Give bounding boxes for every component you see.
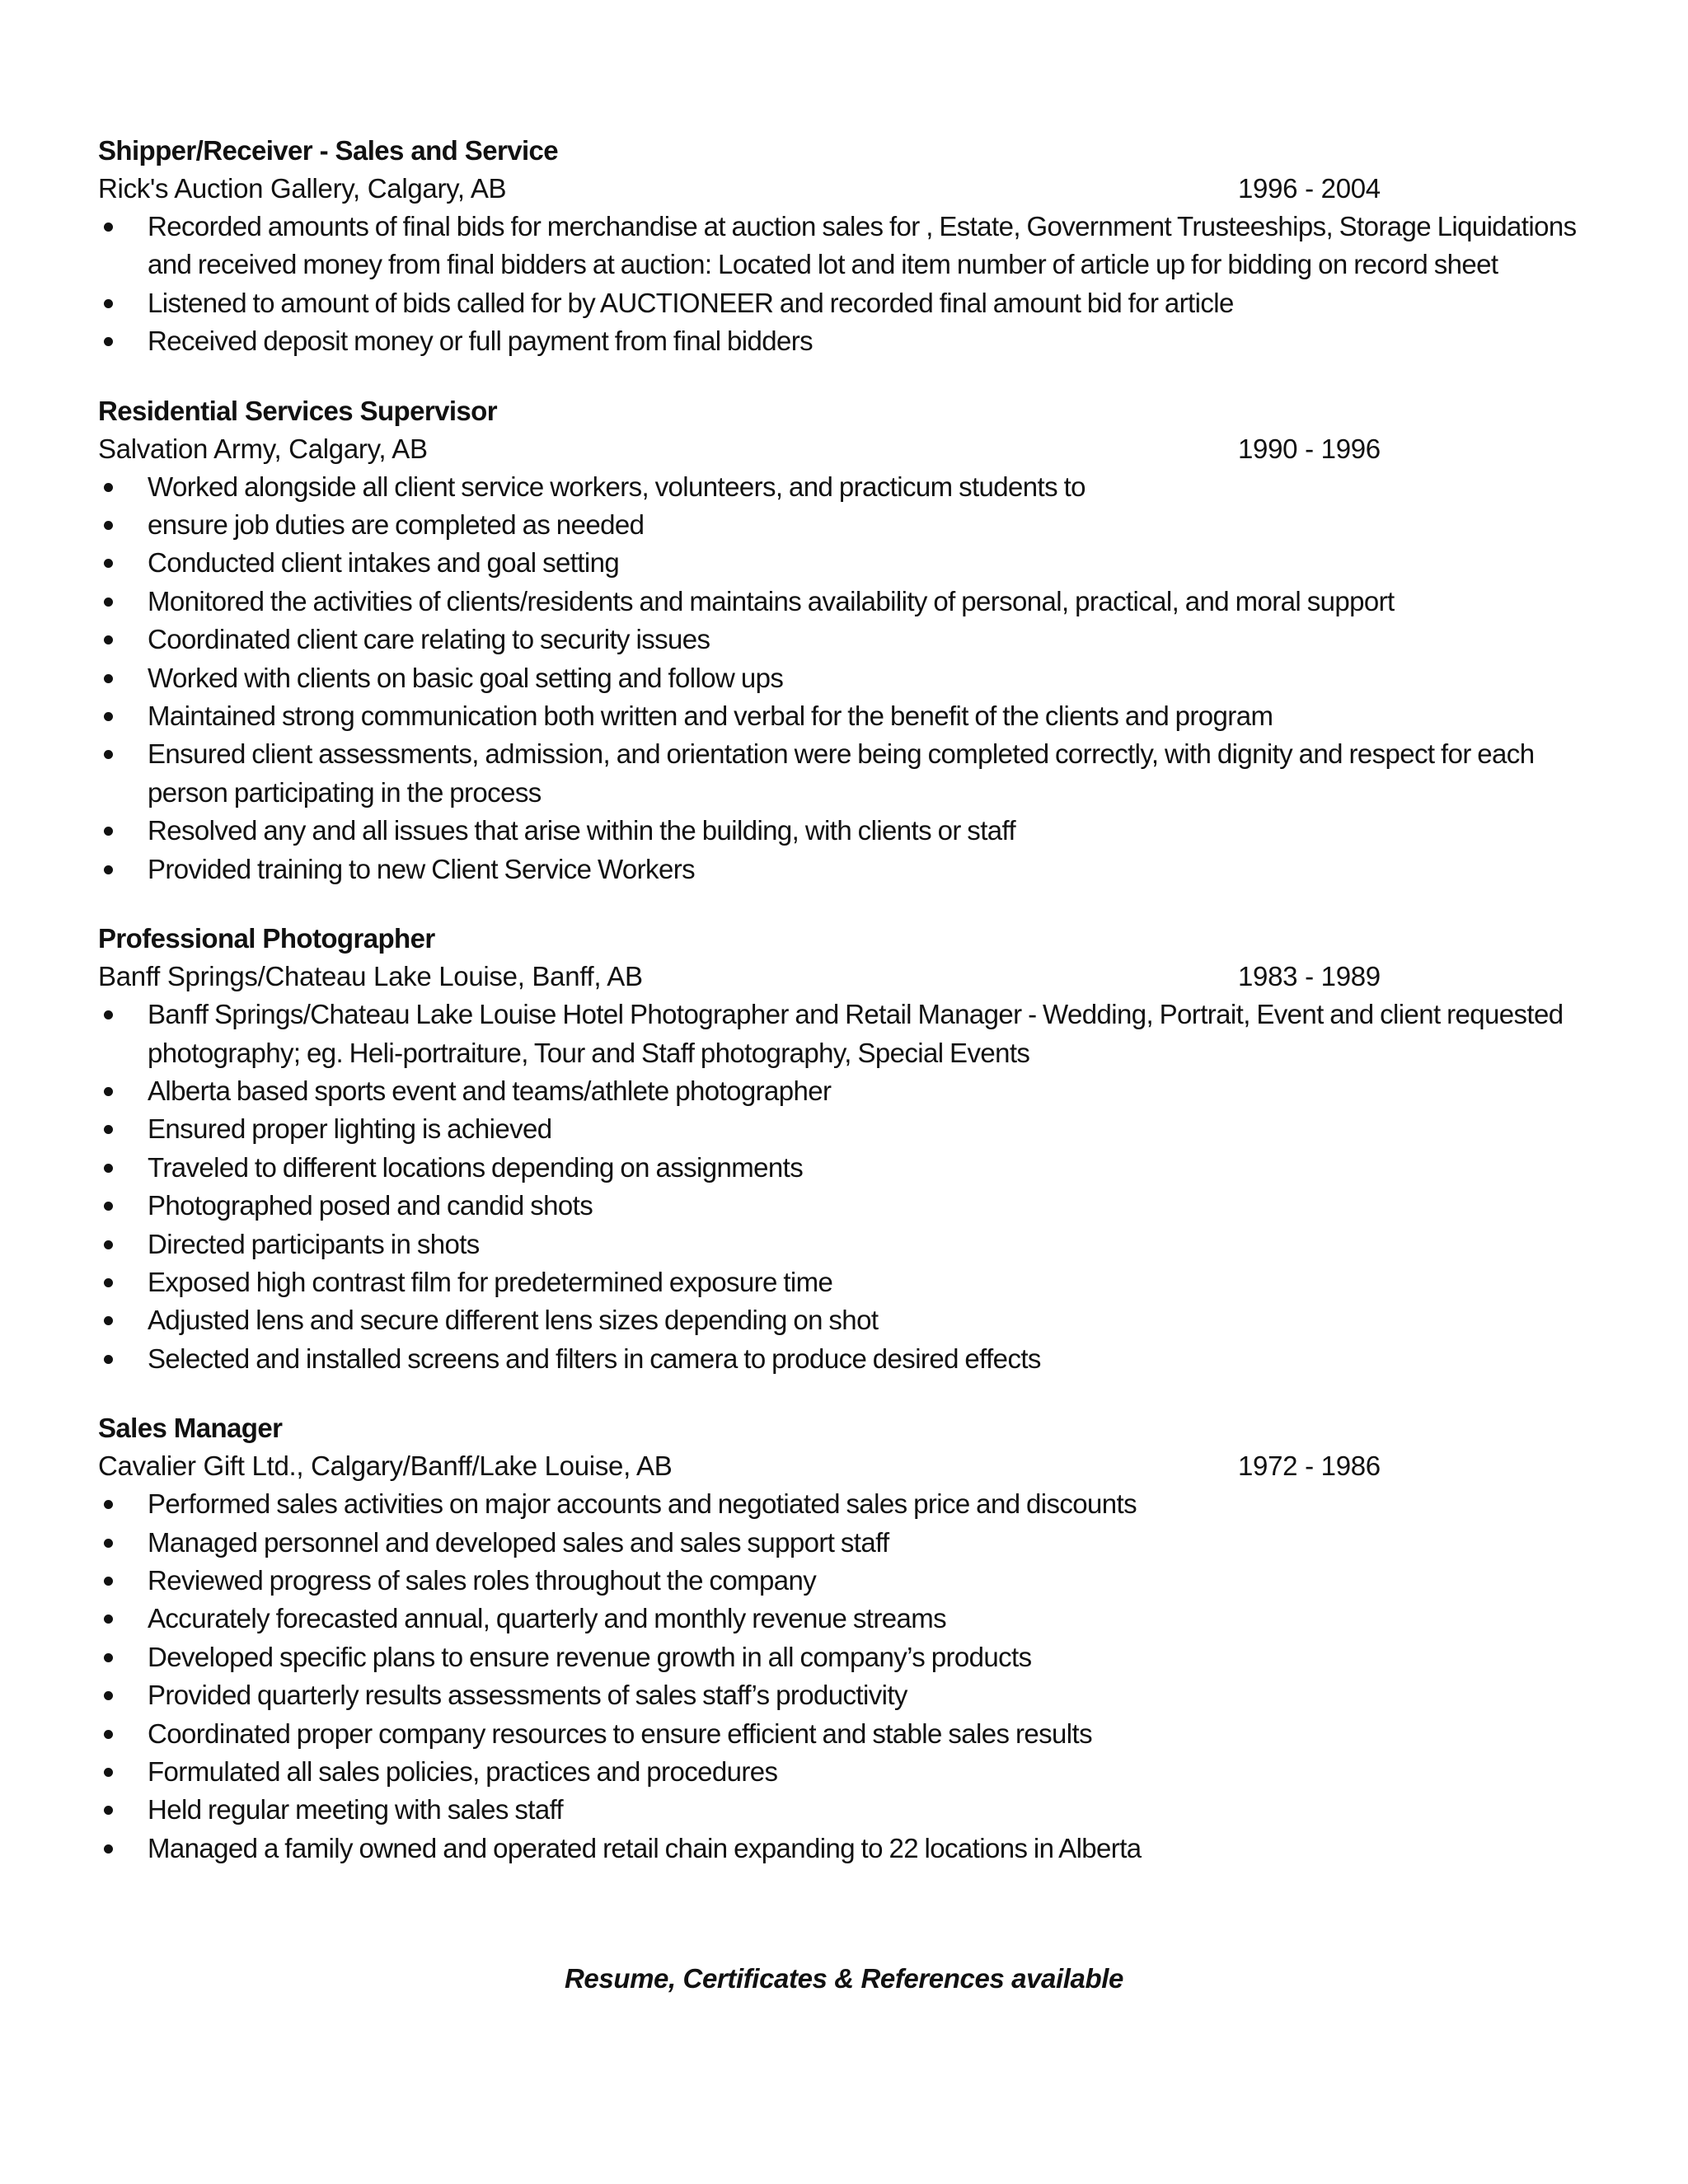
job-bullet-text: Traveled to different locations depending on assignments	[148, 1151, 804, 1183]
job-title: Professional Photographer	[98, 923, 435, 954]
job-bullet	[98, 1263, 1582, 1301]
job-bullet	[98, 544, 1582, 582]
job-bullet	[98, 322, 1582, 360]
job-dates: 1996 - 2004	[1238, 173, 1381, 204]
job-bullet-text: Coordinated proper company resources to ensure efficient and stable sales results	[148, 1718, 1092, 1749]
bullet-icon	[104, 1010, 113, 1019]
job-bullet	[98, 851, 1582, 888]
job-bullet	[98, 621, 1582, 658]
bullet-icon	[104, 1164, 113, 1173]
bullet-icon	[104, 1730, 113, 1739]
bullet-icon	[104, 1202, 113, 1211]
job-company: Banff Springs/Chateau Lake Louise, Banff, AB	[98, 961, 643, 992]
job-bullet	[98, 583, 1582, 621]
job-bullet	[98, 1187, 1582, 1225]
job-bullet	[98, 1110, 1582, 1148]
job-company: Salvation Army, Calgary, AB	[98, 433, 428, 464]
job-bullet-text: Resolved any and all issues that arise within the building, with clients or staff	[148, 815, 1016, 846]
job-bullet	[98, 1600, 1582, 1638]
job-dates: 1983 - 1989	[1238, 961, 1381, 992]
bullet-icon	[104, 337, 113, 346]
bullet-icon	[104, 559, 113, 568]
job-bullet-text: Adjusted lens and secure different lens sizes depending on shot	[148, 1305, 879, 1336]
job-bullet-text: Provided quarterly results assessments of sales staff’s productivity	[148, 1680, 907, 1711]
job-bullet	[98, 1830, 1582, 1868]
job-bullet-list	[98, 996, 1582, 1378]
job-bullet	[98, 1638, 1582, 1676]
job-bullet	[98, 1562, 1582, 1600]
bullet-icon	[104, 1691, 113, 1700]
bullet-icon	[104, 1316, 113, 1325]
job-bullet-text: Formulated all sales policies, practices and procedures	[148, 1756, 778, 1787]
bullet-icon	[104, 750, 113, 759]
bullet-icon	[104, 1087, 113, 1096]
bullet-icon	[104, 827, 113, 836]
job-meta	[98, 170, 1582, 208]
bullet-icon	[104, 1806, 113, 1815]
job-bullet-text: Provided training to new Client Service Workers	[148, 853, 695, 884]
job-bullet-text: Worked with clients on basic goal setting and follow ups	[148, 662, 784, 693]
bullet-icon	[104, 1500, 113, 1509]
job-bullet	[98, 659, 1582, 697]
job-meta	[98, 958, 1582, 996]
job-bullet	[98, 506, 1582, 544]
bullet-icon	[104, 1768, 113, 1777]
bullet-icon	[104, 1577, 113, 1586]
bullet-icon	[104, 1355, 113, 1364]
job-bullet-text: Held regular meeting with sales staff	[148, 1794, 564, 1825]
bullet-icon	[104, 598, 113, 607]
job-bullet	[98, 208, 1582, 284]
job-bullet-text: Listened to amount of bids called for by AUCTIONEER and recorded final amount bid for article	[148, 287, 1234, 318]
job-bullet	[98, 812, 1582, 850]
job-bullet-list	[98, 1485, 1582, 1868]
job-bullet-text: Selected and installed screens and filters in camera to produce desired effects	[148, 1343, 1041, 1374]
job-dates: 1972 - 1986	[1238, 1451, 1381, 1482]
job-bullet-text: Exposed high contrast film for predetermined exposure time	[148, 1266, 833, 1297]
bullet-icon	[104, 1278, 113, 1287]
bullet-icon	[104, 1615, 113, 1624]
bullet-icon	[104, 635, 113, 644]
job-bullet-text: Directed participants in shots	[148, 1228, 480, 1259]
availability-note: Resume, Certificates & References available	[565, 1963, 1123, 1994]
job-bullet	[98, 1676, 1582, 1714]
job-dates: 1990 - 1996	[1238, 433, 1381, 464]
job-entry	[98, 132, 1582, 361]
job-meta	[98, 1447, 1582, 1485]
job-entry	[98, 920, 1582, 1378]
job-bullet-text: Banff Springs/Chateau Lake Louise Hotel Photographer and Retail Manager - Wedding, Portrait, Event and client requested photography; eg. Heli-portraiture, Tour and Staff photography, Special Events	[148, 999, 1564, 1068]
bullet-icon	[104, 674, 113, 683]
job-bullet	[98, 1149, 1582, 1187]
job-bullet-text: Received deposit money or full payment from final bidders	[148, 326, 814, 357]
job-title: Residential Services Supervisor	[98, 395, 497, 426]
job-bullet	[98, 1791, 1582, 1829]
job-bullet-text: Maintained strong communication both written and verbal for the benefit of the clients and program	[148, 701, 1273, 732]
job-bullet-text: Coordinated client care relating to security issues	[148, 624, 710, 655]
bullet-icon	[104, 299, 113, 308]
job-bullet-list	[98, 208, 1582, 361]
job-bullet-text: Performed sales activities on major accounts and negotiated sales price and discounts	[148, 1488, 1137, 1520]
job-title: Shipper/Receiver - Sales and Service	[98, 135, 559, 166]
job-bullet	[98, 1485, 1582, 1523]
job-bullet-text: Reviewed progress of sales roles throughout the company	[148, 1564, 817, 1596]
job-bullet-text: Alberta based sports event and teams/athlete photographer	[148, 1075, 832, 1106]
bullet-icon	[104, 223, 113, 232]
job-bullet-text: Monitored the activities of clients/residents and maintains availability of personal, practical, and moral support	[148, 585, 1395, 616]
job-bullet	[98, 1340, 1582, 1378]
bullet-icon	[104, 521, 113, 530]
job-meta	[98, 430, 1582, 468]
job-bullet-text: Accurately forecasted annual, quarterly and monthly revenue streams	[148, 1603, 947, 1634]
bullet-icon	[104, 865, 113, 874]
bullet-icon	[104, 712, 113, 721]
job-bullet	[98, 1226, 1582, 1263]
bullet-icon	[104, 483, 113, 492]
job-entry	[98, 1409, 1582, 1868]
job-bullet-text: Recorded amounts of final bids for merchandise at auction sales for , Estate, Government Trusteeships, Storage Liquidations and received money from final bidders at auction: Located lot and item number of article up for bidding on record sheet	[148, 211, 1577, 280]
job-bullet-text: Managed a family owned and operated retail chain expanding to 22 locations in Alberta	[148, 1832, 1142, 1863]
job-bullet	[98, 284, 1582, 322]
job-bullet-text: Ensured client assessments, admission, and orientation were being completed correctly, with dignity and respect for each person participating in the process	[148, 738, 1535, 808]
job-company: Rick's Auction Gallery, Calgary, AB	[98, 173, 507, 204]
job-company: Cavalier Gift Ltd., Calgary/Banff/Lake Louise, AB	[98, 1451, 673, 1482]
job-bullet-text: Managed personnel and developed sales and sales support staff	[148, 1526, 889, 1558]
bullet-icon	[104, 1539, 113, 1548]
job-bullet-text: Ensured proper lighting is achieved	[148, 1113, 552, 1145]
job-bullet-text: Worked alongside all client service workers, volunteers, and practicum students to	[148, 471, 1085, 502]
job-bullet-text: Photographed posed and candid shots	[148, 1190, 593, 1221]
job-bullet	[98, 1072, 1582, 1110]
job-bullet	[98, 735, 1582, 812]
experience-section	[98, 132, 1582, 1899]
job-bullet-text: ensure job duties are completed as needed	[148, 509, 645, 541]
job-entry	[98, 392, 1582, 888]
job-bullet-text: Developed specific plans to ensure revenue growth in all company’s products	[148, 1641, 1032, 1672]
job-bullet	[98, 1753, 1582, 1791]
job-bullet	[98, 468, 1582, 506]
job-bullet	[98, 1524, 1582, 1562]
bullet-icon	[104, 1653, 113, 1662]
job-bullet	[98, 1301, 1582, 1339]
job-bullet	[98, 1715, 1582, 1753]
job-bullet	[98, 996, 1582, 1072]
job-title: Sales Manager	[98, 1413, 283, 1444]
bullet-icon	[104, 1125, 113, 1134]
job-bullet	[98, 697, 1582, 735]
job-bullet-list	[98, 468, 1582, 888]
bullet-icon	[104, 1240, 113, 1249]
job-bullet-text: Conducted client intakes and goal setting	[148, 547, 620, 579]
bullet-icon	[104, 1844, 113, 1854]
